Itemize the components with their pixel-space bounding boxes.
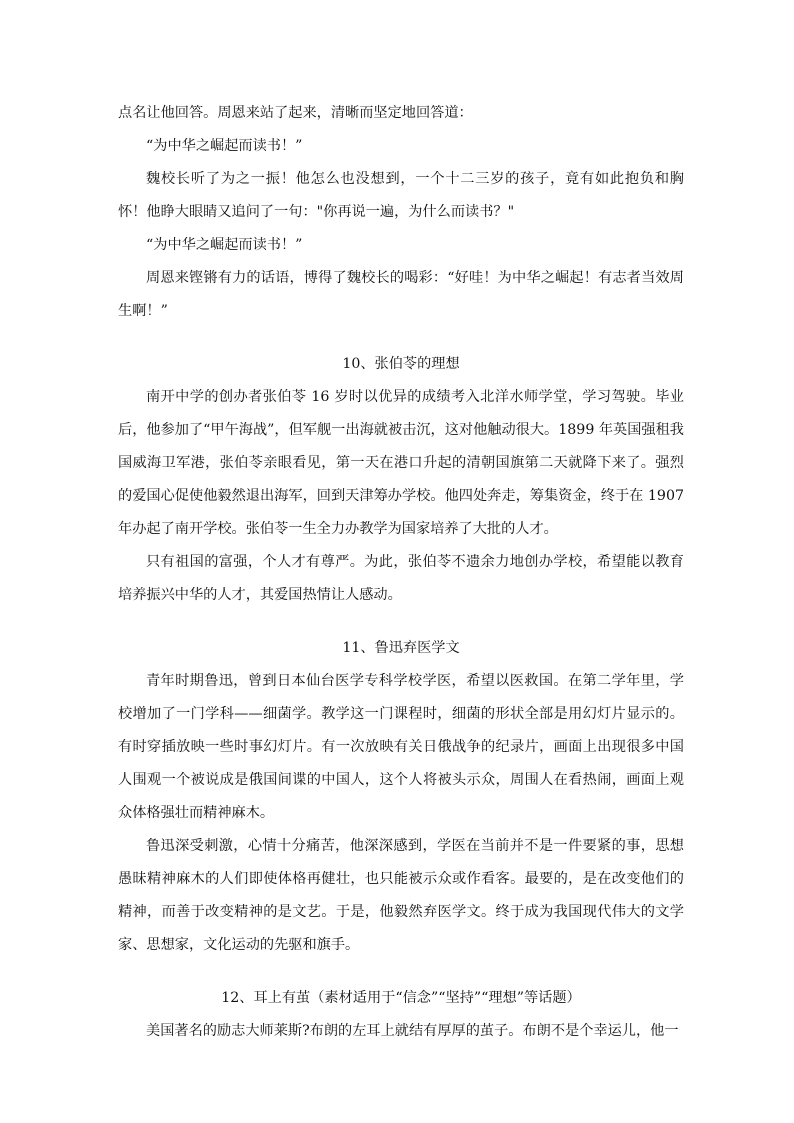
paragraph: 青年时期鲁迅，曾到日本仙台医学专科学校学医，希望以医救国。在第二学年里，学校增加了一门学科——细菌学。教学这一门课程时，细菌的形状全部是用幻灯片显示的。有时穿插放映一些时事幻灯片。有一次放映有关日俄战争的纪录片，画面上出现很多中国人围观一个被说成是俄国间谍的中国人，这个人将被头示众，周围人在看热闹，画面上观众体格强壮而精神麻木。 [118, 673, 684, 821]
section-gap [118, 612, 684, 632]
section-gap [118, 962, 684, 982]
paragraph: 美国著名的励志大师莱斯?布朗的左耳上就结有厚厚的茧子。布朗不是个幸运儿，他一 [146, 1023, 679, 1039]
section-heading: 11、鲁迅弃医学文 [342, 640, 460, 656]
paragraph: 南开中学的创办者张伯苓 16 岁时以优异的成绩考入北洋水师学堂，学习驾驶。毕业后，他参加了“甲午海战”，但军舰一出海就被击沉，这对他触动很大。1899 年英国强租我国威海卫军港，张伯苓亲眼看见，第一天在港口升起的清朝国旗第二天就降下来了。强烈的爱国心促使他毅然退出海军，回到天津筹办学校。他四处奔走，筹集资金，终于在 1907 年办起了南开学校。张伯苓一生全力办教学为国家培养了大批的人才。 [118, 389, 684, 537]
quote-paragraph: “为中华之崛起而读书！” [146, 138, 303, 154]
paragraph: 点名让他回答。周恩来站了起来，清晰而坚定地回答道： [118, 105, 473, 121]
paragraph: 只有祖国的富强，个人才有尊严。为此，张伯苓不遗余力地创办学校，希望能以教育培养振兴中华的人才，其爱国热情让人感动。 [118, 554, 684, 603]
paragraph: 鲁迅深受刺激，心情十分痛苦，他深深感到，学医在当前并不是一件要紧的事，思想愚昧精神麻木的人们即使体格再健壮，也只能被示众或作看客。最要的，是在改变他们的精神，而善于改变精神的是文艺。于是，他毅然弃医学文。终于成为我国现代伟大的文学家、思想家，文化运动的先驱和旗手。 [118, 838, 684, 953]
section-heading: 10、张伯苓的理想 [342, 356, 460, 372]
section-heading: 12、耳上有茧（素材适用于“信念”“坚持”“理想”等话题） [221, 990, 581, 1006]
section-gap [118, 328, 684, 348]
quote-paragraph: “为中华之崛起而读书！” [146, 237, 303, 253]
paragraph: 魏校长听了为之一振！他怎么也没想到，一个十二三岁的孩子，竟有如此抱负和胸怀！他睁大眼睛又追问了一句："你再说一遍，为什么而读书？" [118, 171, 684, 220]
paragraph: 周恩来铿锵有力的话语，博得了魏校长的喝彩：“好哇！为中华之崛起！有志者当效周生啊！” [118, 270, 684, 319]
document-body [118, 97, 684, 1048]
